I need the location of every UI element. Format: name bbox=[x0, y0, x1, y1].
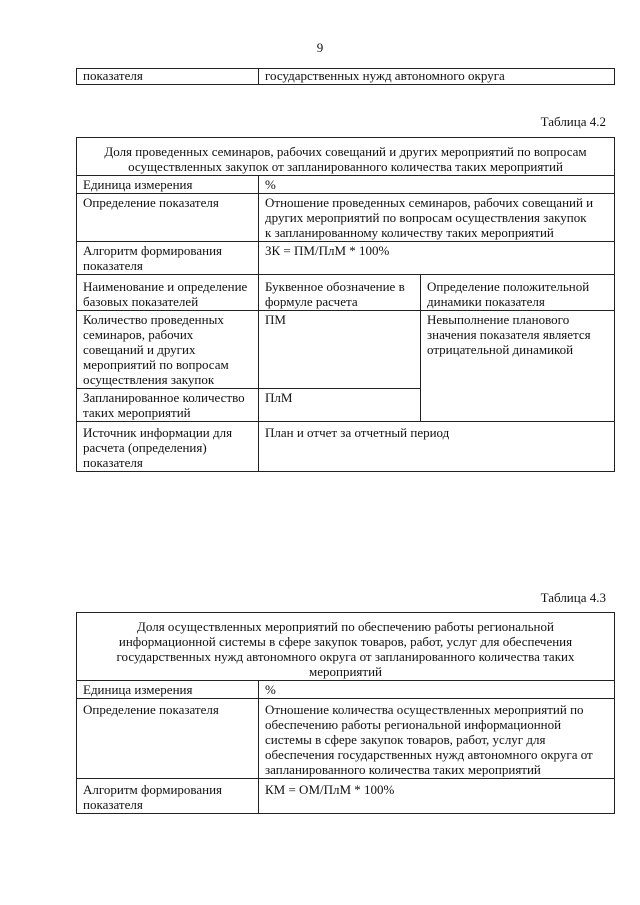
unit-value: % bbox=[259, 681, 615, 699]
table-row bbox=[77, 275, 615, 311]
top-row-col1: показателя bbox=[77, 69, 259, 85]
unit-value: % bbox=[259, 176, 615, 194]
definition-value: Отношение количества осуществленных мероприятий по обеспечению работы региональной информационной системы в сфере закупок товаров, работ, услуг для обеспечения государственных нужд автономного округа от запланированного количества таких мероприятий bbox=[259, 699, 615, 779]
table-4-2-label: Таблица 4.2 bbox=[540, 114, 606, 129]
positive-dynamics-header: Определение положительной динамики показателя bbox=[421, 275, 615, 311]
table-row bbox=[77, 242, 615, 275]
table-row bbox=[77, 422, 615, 472]
seminars-count-label: Количество проведенных семинаров, рабочих совещаний и других мероприятий по вопросам осуществления закупок bbox=[77, 311, 259, 389]
table-row bbox=[77, 699, 615, 779]
table-4-3 bbox=[76, 612, 615, 814]
table-4-3-title: Доля осуществленных мероприятий по обеспечению работы региональной информационной системы в сфере закупок товаров, работ, услуг для обеспечения государственных нужд автономного округа от запланированного количества таких мероприятий bbox=[77, 613, 615, 681]
unit-label: Единица измерения bbox=[77, 176, 259, 194]
table-row bbox=[77, 311, 615, 389]
table-4-2 bbox=[76, 137, 615, 472]
table-row bbox=[77, 194, 615, 242]
source-label: Источник информации для расчета (определения) показателя bbox=[77, 422, 259, 472]
base-indicators-label: Наименование и определение базовых показателей bbox=[77, 275, 259, 311]
page-number: 9 bbox=[316, 40, 324, 55]
algorithm-value: ЗК = ПМ/ПлМ * 100% bbox=[259, 242, 615, 275]
table-4-3-label: Таблица 4.3 bbox=[540, 590, 606, 605]
table-row bbox=[77, 613, 615, 681]
dynamics-value: Невыполнение планового значения показателя является отрицательной динамикой bbox=[421, 311, 615, 422]
letter-designation-header: Буквенное обозначение в формуле расчета bbox=[259, 275, 421, 311]
definition-value: Отношение проведенных семинаров, рабочих совещаний и других мероприятий по вопросам осуществления закупок к запланированному количеству таких мероприятий bbox=[259, 194, 615, 242]
table-4-2-title: Доля проведенных семинаров, рабочих совещаний и других мероприятий по вопросам осуществленных закупок от запланированного количества таких мероприятий bbox=[77, 138, 615, 176]
unit-label: Единица измерения bbox=[77, 681, 259, 699]
seminars-count-code: ПМ bbox=[259, 311, 421, 389]
continued-table-row bbox=[76, 68, 615, 85]
table-row bbox=[77, 176, 615, 194]
algorithm-label: Алгоритм формирования показателя bbox=[77, 779, 259, 814]
table-row bbox=[77, 69, 615, 85]
definition-label: Определение показателя bbox=[77, 699, 259, 779]
top-row-col2: государственных нужд автономного округа bbox=[259, 69, 615, 85]
algorithm-value: КМ = ОМ/ПлМ * 100% bbox=[259, 779, 615, 814]
table-row bbox=[77, 779, 615, 814]
algorithm-label: Алгоритм формирования показателя bbox=[77, 242, 259, 275]
table-row bbox=[77, 681, 615, 699]
planned-count-code: ПлМ bbox=[259, 389, 421, 422]
definition-label: Определение показателя bbox=[77, 194, 259, 242]
source-value: План и отчет за отчетный период bbox=[259, 422, 615, 472]
table-row bbox=[77, 138, 615, 176]
planned-count-label: Запланированное количество таких мероприятий bbox=[77, 389, 259, 422]
